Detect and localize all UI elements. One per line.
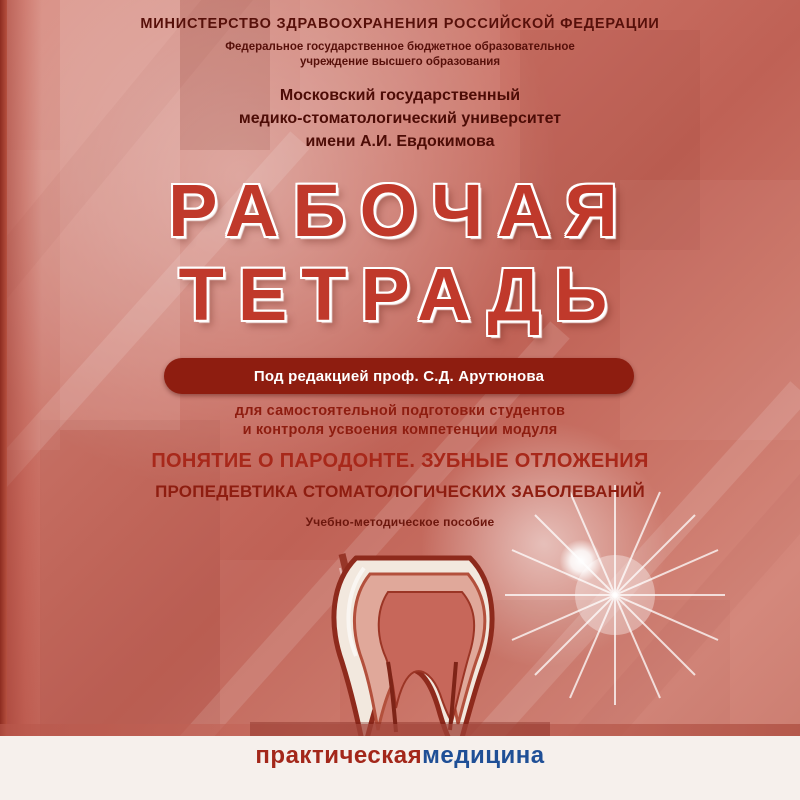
ministry-line: МИНИСТЕРСТВО ЗДРАВООХРАНЕНИЯ РОССИЙСКОЙ ФЕДЕРАЦИИ <box>140 16 660 32</box>
main-theme: ПОНЯТИЕ О ПАРОДОНТЕ. ЗУБНЫЕ ОТЛОЖЕНИЯ <box>151 450 649 472</box>
university-line-1: Московский государственный <box>279 87 521 104</box>
editor-label: Под редакцией проф. С.Д. Арутюнова <box>253 367 545 385</box>
cover-title-line-1: РАБОЧАЯ <box>168 169 632 252</box>
university-name <box>0 84 800 153</box>
discipline-name: ПРОПЕДЕВТИКА СТОМАТОЛОГИЧЕСКИХ ЗАБОЛЕВАНИЙ <box>155 482 645 501</box>
purpose-line-2: и контроля усвоения компетенции модуля <box>242 422 558 438</box>
editor-band <box>164 358 634 394</box>
institution-type-line-1: Федеральное государственное бюджетное образовательное <box>225 41 575 53</box>
purpose-line-1: для самостоятельной подготовки студентов <box>234 403 566 419</box>
publisher-logo <box>0 742 800 770</box>
publisher-part-1: практическая <box>255 742 423 769</box>
university-line-3: имени А.И. Евдокимова <box>305 133 495 150</box>
publisher-part-2: медицина <box>422 742 545 769</box>
institution-type-line-2: учреждение высшего образования <box>299 56 501 68</box>
lens-glow <box>560 540 602 582</box>
university-line-2: медико-стоматологический университет <box>238 110 562 127</box>
publication-kind: Учебно-методическое пособие <box>305 515 495 529</box>
cover-title-line-2: ТЕТРАДЬ <box>178 253 622 336</box>
purpose-block <box>0 402 800 440</box>
institution-type <box>0 40 800 70</box>
